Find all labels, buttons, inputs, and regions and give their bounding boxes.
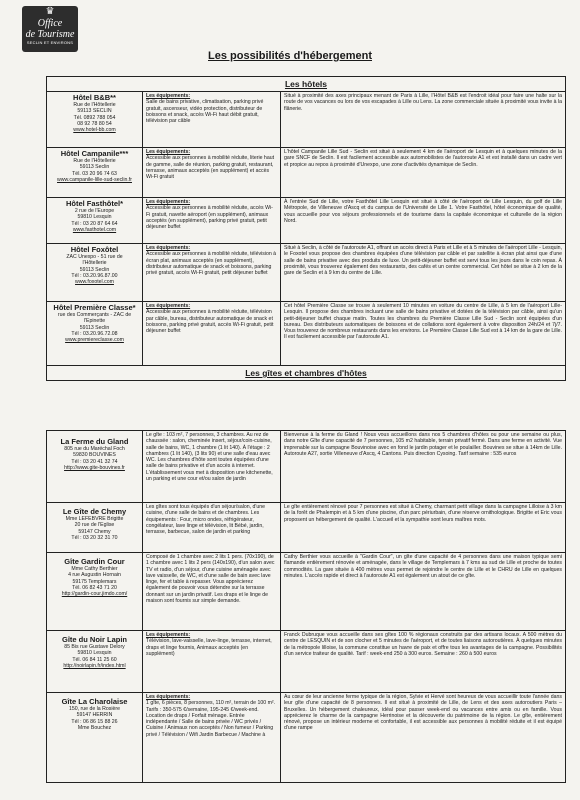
address-line: 85 Bis rue Gustave Delory [64, 644, 125, 650]
address-line: 59810 Lesquin [77, 650, 112, 657]
gite-name: Le Gîte de Chemy [62, 507, 127, 516]
table-row [47, 244, 566, 302]
logo-line-1: Office [37, 18, 63, 29]
gite-name: La Ferme du Gland [60, 437, 129, 446]
address-line: 59810 Lesquin [77, 214, 112, 221]
address-line: 805 rue du Maréchal Foch [64, 446, 125, 452]
contact-cell [47, 431, 143, 503]
gite-name: Gîte du Noir Lapin [62, 635, 127, 644]
website-link[interactable]: www.hotel-bb.com [73, 127, 116, 134]
description-cell: Cathy Berthier vous accueille à "Gardin Cour", un gîte d'une capacité de 4 personnes dans une maison typique semi flamande entièrement rénovée et aménagée, dans le village de Templemars à 7 kms au sud de Lille et proche de toutes commodités. La gare située à 400 mètres vous permet de rejoindre le centre de Lille et le CHRU de Lille en quelques minutes. L'accès rapide et direct à l'autoroute A1 est également un atout de ce gîte. [281, 553, 566, 631]
address-line: Rue de l'Hôtellerie [73, 102, 116, 108]
crown-icon: ♛ [45, 6, 55, 17]
address-line: 59147 Chemy [78, 528, 111, 535]
table-row [47, 198, 566, 244]
equipment-cell [143, 302, 281, 366]
address-line: 20 rue de l'Eglise [74, 522, 115, 529]
table-row [47, 631, 566, 693]
phone-line: Tél. 03 20 96 74 63 [72, 170, 117, 177]
equipment-text: Accessible aux personnes à mobilité réduite, literie haut de gamme, salle de réunion, parking gratuit, restaurant, terrasse, animaux acceptés (en supplément) et accès Wi-Fi gratuit [146, 155, 275, 181]
contact-cell [47, 693, 143, 783]
equipment-cell [143, 198, 281, 244]
owner-line: Mme Bouchez [77, 724, 112, 731]
office-tourisme-logo [22, 6, 78, 52]
address-line: 59113 Seclin [79, 324, 110, 331]
address-line: 59175 Templemars [72, 578, 117, 585]
phone-line: Tél. 0892 788 054 [73, 114, 116, 121]
description-cell: Franck Dubruque vous accueille dans ses gîtes 100 % régionaux construits par des artisans locaux. A 500 mètres du centre de LESQUIN et de son clocher et 5 minutes de l'aéroport, et de toutes liaisons autoroutières. À quelques minutes de la métropole lilloise, la commune constitue un havre de paix et offre tous les avantages de la campagne. Possibilités d'un service traiteur de qualité. Tarif : week-end 250 à 300 euros. Semaine : 260 à 500 euros [281, 631, 566, 693]
website-link[interactable]: http://noirlapin.fr/index.html [63, 662, 126, 669]
contact-cell [47, 302, 143, 366]
contact-cell [47, 631, 143, 693]
equipment-cell [143, 244, 281, 302]
address-line: Rue de l'Hôtellerie [73, 158, 116, 164]
address-line: 59147 HERRIN [76, 712, 113, 719]
gite-name: Gîte La Charolaise [61, 697, 128, 706]
equipment-text: Accessible aux personnes à mobilité réduite, télévision par câble, bureau, distributeur automatique de snack et boissons, parking privé gratuit, accès Wi-Fi gratuit, petit déjeuner buffet [146, 309, 274, 335]
table-row [47, 693, 566, 783]
equipment-text: Télévision, lave-vaisselle, lave-linge, terrasse, internet, draps et linge fournis, Animaux acceptés (en supplément) [146, 638, 272, 657]
equipment-heading: Les équipements: [146, 199, 191, 205]
phone-line: Tél : 03 20 41 32 74 [71, 458, 118, 465]
table-row [47, 92, 566, 148]
table-row [47, 431, 566, 503]
hotel-name: Hôtel Campanile*** [60, 149, 129, 158]
contact-cell [47, 244, 143, 302]
table-row [47, 503, 566, 553]
hotel-name: Hôtel Première Classe* [53, 303, 136, 312]
hotel-name: Hôtel Fasthôtel* [65, 199, 124, 208]
address-line: 2 rue de l'Europe [74, 208, 115, 214]
table-row [47, 302, 566, 366]
equipment-cell: Composé de 1 chambre avec 2 lits 1 pers. (70x190), de 1 chambre avec 1 lits 2 pers (140x190), d'un salon avec TV et radio, d'un séjour, d'une cuisine aménagée avec lave vaisselle, de WC, et d'une salle de bain avec lave linge, fer et table à repasser. Vous apprécierez également de pouvoir vous détendre sur la terrasse donnant sur un jardin privatif. Les draps et le linge de maison sont fournis sur simple demande. [143, 553, 281, 631]
address-line: 59113 Seclin [79, 164, 110, 171]
phone-line: Tél : 03 20 32 31 70 [71, 534, 118, 541]
phone-line: 08 92 78 80 54 [77, 120, 112, 127]
phone-line: Tél. 06 82 43 71 20 [72, 584, 117, 591]
contact-cell [47, 503, 143, 553]
address-line: 59113 SECLIN [77, 108, 112, 115]
page-title: Les possibilités d'hébergement [208, 50, 372, 62]
equipment-cell [143, 631, 281, 693]
website-link[interactable]: http://www.gite-bouvines.fr [64, 464, 125, 471]
description-cell: Bienvenue à la ferme du Gland ! Nous vous accueillons dans nos 5 chambres d'hôtes ou pour une semaine ou plus, dans notre Gîte d'une capacité de 7 personnes, 105 m2 habitable, terrain privatif fermé. Dans une ferme en activité. Vue imprenable sur la campagne Bouvinoise avec en fond le jardin potager et le poulailler. Bouvines se situe à 14km de Lille. Autoroute A27, sortie Villeneuve d'Ascq, 4 Cantons. Puis direction Cysoing. Tarif semaine : 535 euros [281, 431, 566, 503]
website-link[interactable]: www.campanile-lille-sud-seclin.fr [57, 176, 132, 183]
phone-line: Tél : 03.20.96.72.08 [71, 330, 118, 337]
description-cell: Situé à proximité des axes principaux menant de Paris à Lille, l'Hôtel B&B est l'endroit idéal pour faire une halte sur la route de vos vacances ou lors de vos escapades à Lille ou Lens. La zone commerciale située à proximité vous invite à la flânerie. [281, 92, 566, 148]
contact-cell [47, 553, 143, 631]
equipment-text: 1 gîte, 6 pièces, 8 personnes, 110 m², terrain de 100 m². Tarifs : 350-575 €/semaine, 195-245 €/week-end. Location de draps / Forfait ménage. Entrée indépendante / Salle de bains privée / WC privés / Cuisine / Animaux non acceptés / Non fumeur / Parking privé / Télévision / Wifi Jardin Barbecue / Machine à [146, 700, 276, 738]
address-line: 4 rue Augustin Hornain [68, 572, 121, 579]
equipment-heading: Les équipements: [146, 303, 191, 309]
equipment-text: Salle de bains privative, climatisation, parking privé gratuit, ascenseur, vidéo protection, distributeur de boissons et snack, accès Wi-Fi haut débit gratuit, télévision par câble [146, 99, 264, 125]
equipment-text: Accessible aux personnes à mobilité réduite, télévision à écran plat, animaux acceptés (en supplément), distributeur automatique de snack et boissons, parking privé gratuit, accès Wi-Fi gratuit, petit déjeuner buffet [146, 251, 277, 277]
contact-cell [47, 148, 143, 198]
address-line: 59113 Seclin [79, 266, 110, 273]
equipment-heading: Les équipements: [146, 149, 191, 155]
section-title-gites: Les gîtes et chambres d'hôtes [47, 366, 566, 381]
gite-name: Gîte Gardin Cour [64, 557, 125, 566]
phone-line: Tél : 06 86 15 88 26 [71, 718, 118, 725]
address-line: ZAC Unexpo - 51 rue de [66, 254, 123, 260]
equipment-heading: Les équipements: [146, 245, 191, 251]
table-row [47, 148, 566, 198]
website-link[interactable]: www.premiereclasse.com [65, 337, 124, 344]
description-cell: Le gîte entièrement rénové pour 7 personnes est situé à Chemy, charmant petit village dans la campagne Lilloise à 3 km de la forêt de Phalempin et à 5 km d'une piscine, d'un parc périurbain, d'une réserve ornithologique. Brigitte et Eric vous proposent un hébergement de qualité. L'accueil et la sympathie sont leurs maîtres mots. [281, 503, 566, 553]
equipment-heading: Les équipements: [146, 632, 191, 638]
hotels-table [46, 76, 566, 381]
description-cell: À l'entrée Sud de Lille, votre Fasthôtel Lille Lesquin est situé à côté de l'aéroport de Lille Lesquin, du golf de Lille Métropole, de Villeneuve d'Ascq et du campus de l'Université de Lille 1. Votre Fasthôtel, hôtel économique de qualité, vous accueille pour vos séjours professionnels et de tourisme dans la capitale économique et culturelle de la région Nord. [281, 198, 566, 244]
phone-line: Tél : 03.20.96.87.00 [71, 272, 118, 279]
address-line: Mme LEFEBVRE Brigitte [65, 516, 124, 522]
website-link[interactable]: www.fasthotel.com [72, 226, 117, 233]
description-cell: Au cœur de leur ancienne ferme typique de la région, Sylvie et Hervé sont heureux de vous accueillir toute l'année dans leur gîte d'une capacité de 8 personnes. Il est situé à proximité de Lille, de Lens et des axes autoroutiers Paris – Bruxelles. Un hébergement chaleureux, idéal pour passer week-end ou vacances entre amis ou en famille. Vous apprécierez le charme de la campagne Herrinoise et la découverte du patrimoine de la région. Le gîte, entièrement rénové, propose un intérieur moderne et confortable, il est accessible aux personnes à mobilité réduite et il est équipé d'une rampe [281, 693, 566, 783]
address-line: Mme Cathy Berthier [71, 566, 118, 572]
logo-line-3: SECLIN ET ENVIRONS [26, 40, 74, 45]
hotel-name: Hôtel Foxôtel [70, 245, 119, 254]
equipment-heading: Les équipements: [146, 694, 191, 700]
description-cell: Cet hôtel Première Classe se trouve à seulement 10 minutes en voiture du centre de Lille, à 5 km de l'aéroport Lille-Lesquin. Il propose des chambres incluant une salle de bains privative et dotées de la télévision par câble, ainsi qu'un petit-déjeuner buffet chaque matin. Toutes les chambres du Première Classe Lille Sud - Seclin sont équipées d'un bureau. Des distributeurs automatiques de boissons et de collations sont également à votre disposition 24h/24 et 7j/7. Vous trouverez de nombreux restaurants dans les environs. Le Première Classe Lille Sud est à 14 km de la gare de Lille. Il est facilement accessible par l'autoroute A1. [281, 302, 566, 366]
website-link[interactable]: www.foxotel.com [75, 279, 114, 286]
contact-cell [47, 198, 143, 244]
description-cell: Situé à Seclin, à côté de l'autoroute A1, offrant un accès direct à Paris et Lille et à 5 minutes de l'aéroport Lille - Lesquin, le Foxotel vous propose des chambres équipées d'une télévision par câble et par satellite à écran plat ainsi que d'une salle de bains privative avec des produits de luxe. Un petit-déjeuner buffet est servi tous les jours dans le coin repas. À proximité, vous trouverez également des restaurants, des cafés et un centre commercial. Cet hôtel se situe à 2 km de la gare de Seclin et à 9 km du centre de Lille. [281, 244, 566, 302]
address-line: 59830 BOUVINES [73, 452, 116, 459]
equipment-cell [143, 693, 281, 783]
description-cell: L'hôtel Campanile Lille Sud - Seclin est situé à seulement 4 km de l'aéroport de Lesquin et à quelques minutes de la gare SNCF de Seclin. Il est facilement accessible aux automobilistes de l'autoroute A1 et est installé dans un cadre vert et propice au repos à proximité d'Unexpo, une zone d'activités dynamique de Seclin. [281, 148, 566, 198]
equipment-cell: Les gîtes sont tous équipés d'un séjour/salon, d'une cuisine, d'une salle de bains et de chambres. Les équipements : Four, micro ondes, réfrigérateur, congélateur, lave linge et télévision, lit Bébé, jardin, terrasse, barbecue, salon de jardin et parking [143, 503, 281, 553]
address-line: rue des Commerçants - ZAC de l'Epinette [57, 312, 132, 325]
address-line: l'Hôtellerie [82, 260, 107, 267]
section-title-hotels: Les hôtels [47, 77, 566, 92]
phone-line: Tél. 06 84 11 25 60 [72, 656, 117, 663]
equipment-cell: Le gîte : 103 m², 7 personnes, 3 chambres. Au rez de chaussée : salon, cheminée insert, séjour/coin-cuisine, salle de bains, WC, 1 chambre (1 lit 140). À l'étage : 2 chambres (1 lit 140), (3 lits 90) et une salle d'eau avec WC. Les chambres d'hôte sont toutes équipées d'une salle de bains privative et d'un accès à internet. L'établissement vous met à disposition une kitchenette, un parking et une cour et/ou salon de jardin [143, 431, 281, 503]
table-row [47, 553, 566, 631]
equipment-heading: Les équipements: [146, 93, 191, 99]
address-line: 150, rue de la Rosière [68, 706, 121, 712]
gites-table [46, 430, 566, 783]
phone-line: Tél : 03 20 87 64 64 [71, 220, 118, 227]
equipment-cell [143, 92, 281, 148]
contact-cell [47, 92, 143, 148]
website-link[interactable]: http://gardin-cour.jimdo.com/ [61, 591, 128, 598]
equipment-cell [143, 148, 281, 198]
hotel-name: Hôtel B&B** [73, 93, 116, 102]
logo-line-2: de Tourisme [25, 29, 75, 40]
equipment-text: Accessible aux personnes à mobilité réduite, accès Wi-Fi gratuit, navette aéroport (en supplément), animaux acceptés (en supplément), parking privé gratuit, petit déjeuner buffet [146, 205, 273, 231]
